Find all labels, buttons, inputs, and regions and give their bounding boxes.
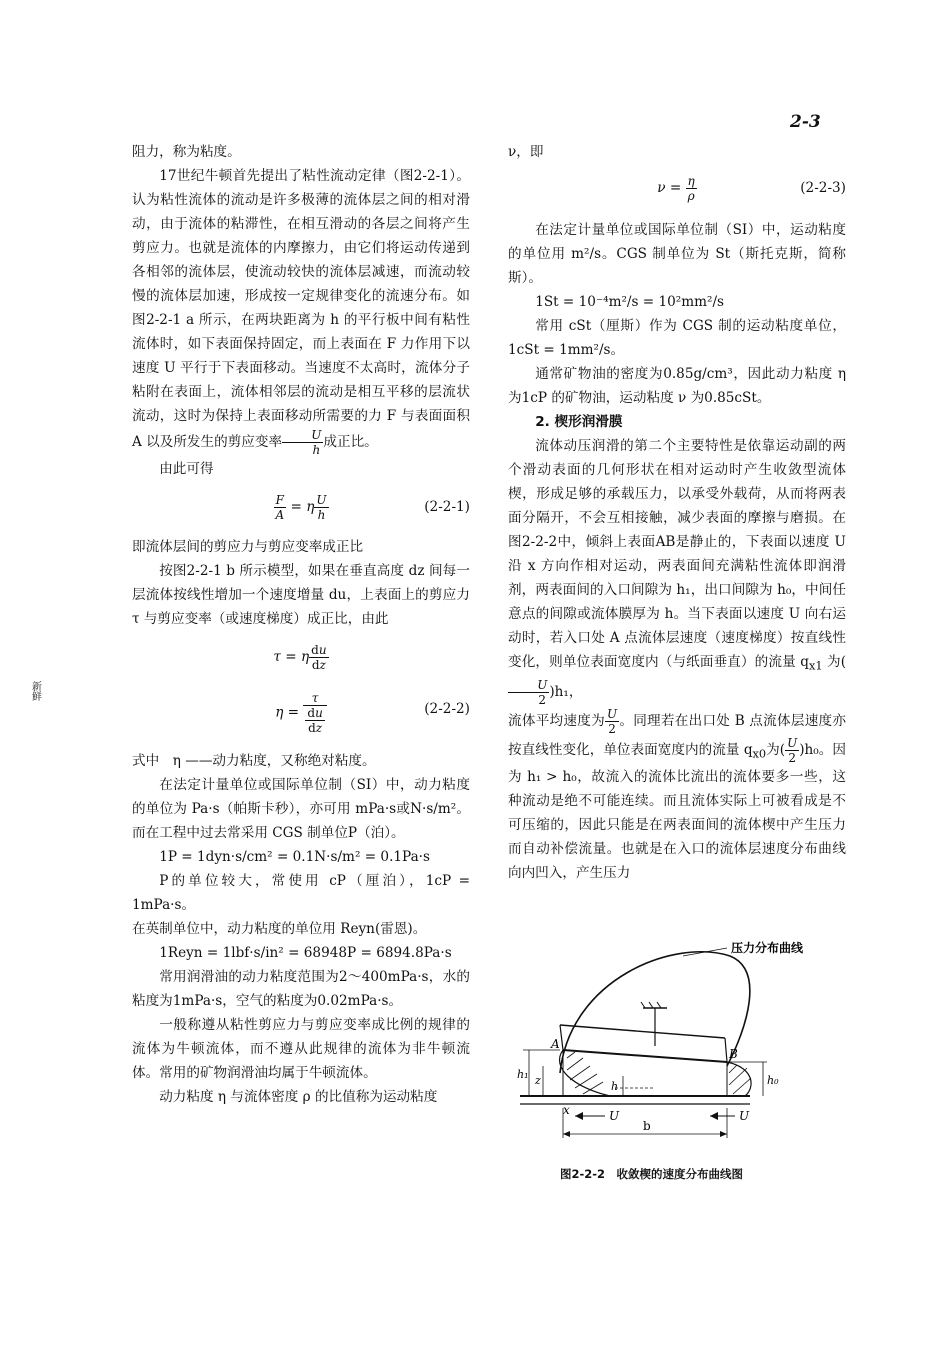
outlet-velocity-profile — [727, 1062, 751, 1096]
pressure-label: 压力分布曲线 — [731, 941, 804, 955]
figure-caption: 图2-2-2 收敛楔的速度分布曲线图 — [560, 1167, 744, 1181]
paragraph: 在法定计量单位或国际单位制（SI）中，运动粘度的单位用 m²/s。CGS 制单位为 St（斯托克斯，简称斯）。 — [508, 222, 846, 286]
left-column — [132, 140, 470, 1109]
formula-line: 1St = 10⁻⁴m²/s = 10²mm²/s — [535, 294, 725, 310]
label-h: h — [611, 1080, 619, 1093]
formula-line: 1P = 1dyn·s/cm² = 0.1N·s/m² = 0.1Pa·s — [159, 849, 430, 865]
paragraph: 在法定计量单位或国际单位制（SI）中，动力粘度的单位为 Pa·s（帕斯卡秒），亦可用 mPa·s或N·s/m²。而在工程中过去常采用 CGS 制单位P（泊）。 — [132, 777, 470, 841]
paragraph: 式中 η ——动力粘度，又称绝对粘度。 — [132, 753, 376, 769]
equation-2-2-2: η = $\frac{\tau}{\frac{du}{dz}}$ (2-2-2) — [275, 691, 470, 735]
right-column — [508, 140, 846, 885]
label-z: z — [535, 1074, 541, 1087]
label-B: B — [729, 1047, 738, 1061]
paragraph: 即流体层间的剪应力与剪应变率成正比 — [132, 539, 364, 555]
paragraph: 常用润滑油的动力粘度范围为2～400mPa·s，水的粘度为1mPa·s，空气的粘度为0.02mPa·s。 — [132, 969, 470, 1009]
formula-line: 1Reyn = 1lbf·s/in² = 68948P = 6894.8Pa·s — [159, 945, 452, 961]
label-b: b — [643, 1119, 651, 1133]
label-U-1: U — [609, 1109, 620, 1123]
page-number: 2-3 — [790, 112, 821, 132]
paragraph: 动力粘度 η 与流体密度 ρ 的比值称为运动粘度 — [159, 1089, 438, 1105]
section-heading: 2. 楔形润滑膜 — [535, 414, 623, 430]
label-h1: h₁ — [517, 1068, 529, 1081]
label-A: A — [551, 1037, 560, 1051]
equation-number: (2-2-2) — [424, 701, 470, 717]
paragraph: 由此可得 — [159, 461, 214, 477]
paragraph: P的单位较大，常使用 cP（厘泊），1cP = 1mPa·s。 — [132, 873, 470, 913]
equation-number: (2-2-3) — [800, 180, 846, 196]
label-U-2: U — [739, 1109, 750, 1123]
equation-tau: τ = η $\frac{du}{dz}$ — [273, 643, 327, 672]
equation-2-2-1: $\frac{F}{A}$ = η $\frac{U}{h}$ (2-2-1) — [275, 493, 470, 522]
inlet-velocity-profile — [560, 1050, 610, 1096]
paragraph: 17世纪牛顿首先提出了粘性流动定律（图2-2-1）。认为粘性流体的流动是许多极薄的流体层之间的相对滑动，由于流体的粘滞性，在相互滑动的各层之间将产生剪应力。也就是流体的内摩擦力，由它们将运动传递到各相邻的流体层，使流动较快的流体层减速，而流动较慢的流体层加速，形成按一定规律变化的流速分布。如图2-2-1 a 所示，在两块距离为 h 的平行板中间有粘性流体时，如下表面保持固定，而上表面在 F 力作用下以速度 U 平行于下表面移动。当速度不太高时，流体分子粘附在表面上，流体相邻层的流动是相互平移的层流状流动，这时为保持上表面移动所需要的力 F 与表面面积 A 以及所发生的剪应变率 $\frac{U}{h}$ 成正比。 — [132, 168, 470, 457]
paragraph: 通常矿物油的密度为0.85g/cm³，因此动力粘度 η 为1cP 的矿物油，运动粘度 ν 为0.85cSt。 — [508, 366, 846, 406]
label-h0: h₀ — [767, 1074, 779, 1087]
label-x: x — [563, 1103, 570, 1117]
paragraph: 按图2-2-1 b 所示模型，如果在垂直高度 dz 间每一层流体按线性增加一个速度增量 du，上表面上的剪应力 τ 与剪应变率（或速度梯度）成正比，由此 — [132, 563, 470, 627]
equation-2-2-3: ν = $\frac{\eta}{\rho}$ (2-2-3) — [657, 174, 846, 203]
paragraph: 在英制单位中，动力粘度的单位用 Reyn(雷恩)。 — [132, 921, 427, 937]
paragraph: 流体平均速度为 $\frac{U}{2}$ 。同理若在出口处 B 点流体层速度亦按直线性变化，单位表面宽度内的流量 $q_{x0}$为( $\frac{U}{2}$ )h₀。因为 h₁ > h₀，故流入的流体比流出的流体要多一些，这种流动是绝不可能连续。而且流体实际上可被看成是不可压缩的，因此只能是在两表面间的流体楔中产生压力而自动补偿流量。也就是在入口的流体层速度分布曲线向内凹入，产生压力 — [508, 706, 847, 882]
paragraph: 阻力，称为粘度。 — [132, 144, 241, 160]
upper-surface — [563, 1050, 727, 1062]
wedge-velocity-figure — [515, 938, 845, 1154]
upper-surface-top — [560, 1025, 725, 1038]
paragraph: ν，即 — [508, 144, 544, 160]
paragraph: 一般称遵从粘性剪应力与剪应变率成比例的规律的流体为牛顿流体，而不遵从此规律的流体为非牛顿流体。常用的矿物润滑油均属于牛顿流体。 — [132, 1017, 470, 1081]
equation-number: (2-2-1) — [424, 499, 470, 515]
side-mark: 新鲜 — [32, 682, 42, 703]
paragraph: 常用 cSt（厘斯）作为 CGS 制的运动粘度单位，1cSt = 1mm²/s。 — [508, 318, 846, 358]
paragraph: 流体动压润滑的第二个主要特性是依靠运动副的两个滑动表面的几何形状在相对运动时产生收敛型流体楔，形成足够的承载压力，以承受外载荷，从而将两表面分隔开，不会互相接触，减少表面的摩擦与磨损。在图2-2-2中，倾斜上表面AB是静止的，下表面以速度 U 沿 x 方向作相对运动，两表面间充满粘性流体即润滑剂，两表面间的入口间隙为 h₁，出口间隙为 h₀，中间任意点的间隙或流体膜厚为 h。当下表面以速度 U 向右运动时，若入口处 A 点流体层速度（速度梯度）按直线性变化，则单位表面宽度内（与纸面垂直）的流量 $q_{x1}$ 为( $\frac{U}{2}$ )h₁， — [508, 438, 846, 707]
